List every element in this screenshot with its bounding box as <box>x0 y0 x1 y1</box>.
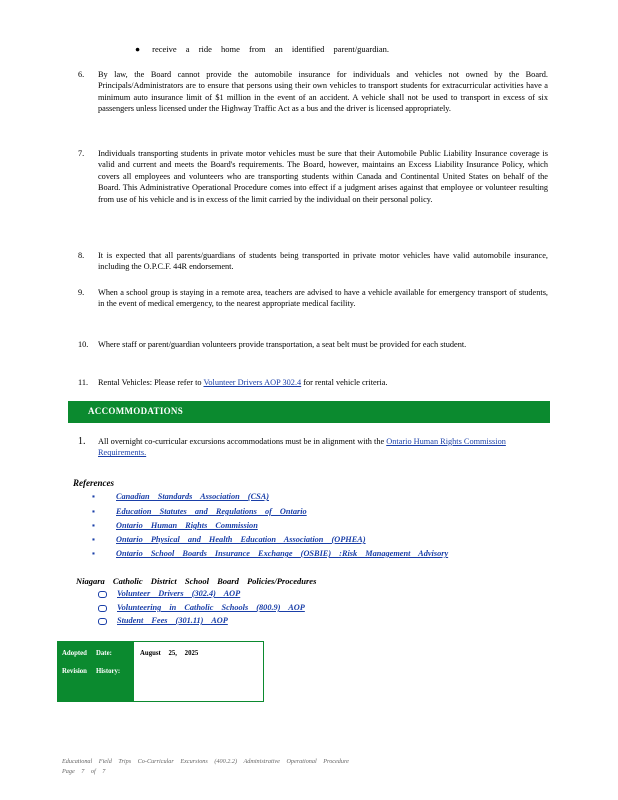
item-number: 7. <box>78 149 85 158</box>
reference-item <box>92 492 269 501</box>
reference-link-ohrc[interactable]: Ontario Human Rights Commission <box>116 521 258 530</box>
reference-link-education-statutes[interactable]: Education Statutes and Regulations of Ontario <box>116 507 307 516</box>
ontario-human-rights-link[interactable]: Ontario Human Rights Commission Requirements. <box>98 437 506 458</box>
circle-bullet-icon <box>98 591 107 598</box>
procedure-item-6 <box>78 69 548 115</box>
procedure-item-11 <box>78 377 548 388</box>
policy-link-volunteer-drivers[interactable]: Volunteer Drivers (302.4) AOP <box>117 589 241 598</box>
reference-link-ophea[interactable]: Ontario Physical and Health Education Association (OPHEA) <box>116 535 366 544</box>
policies-heading: Niagara Catholic District School Board Policies/Procedures <box>76 576 317 586</box>
footer-document-title: Educational Field Trips Co-Curricular Excursions (400.2.2) Administrative Operational Procedure <box>62 758 349 765</box>
reference-item <box>92 521 258 530</box>
date-label: Date: <box>96 650 112 657</box>
adoption-box <box>57 641 264 702</box>
bullet-icon: ▪ <box>92 535 95 544</box>
policy-item <box>98 616 228 625</box>
revision-label: Revision <box>62 668 87 675</box>
item-text: By law, the Board cannot provide the automobile insurance for individuals and vehicles not owned by the Board. Principals/Administrators are to ensure that persons using their own vehicles to transport students for extracurricular activities have a minimum auto insurance limit of $1 million in the event of an accident. A vehicle shall not be used to transport in excess of six passengers unless licensed under the Highway Traffic Act as a bus and the driver is licensed appropriately. <box>98 70 548 114</box>
policy-item <box>98 589 240 598</box>
item-number: 9. <box>78 288 85 297</box>
procedure-item-9 <box>78 287 548 310</box>
item-text: Where staff or parent/guardian volunteers provide transportation, a seat belt must be provided for each student. <box>98 340 467 349</box>
item-number: 6. <box>78 70 85 79</box>
policy-link-volunteering[interactable]: Volunteering in Catholic Schools (800.9) AOP <box>117 603 305 612</box>
policy-link-student-fees[interactable]: Student Fees (301.11) AOP <box>117 616 228 625</box>
bullet-icon: ▪ <box>92 521 95 530</box>
history-label: History: <box>96 668 121 675</box>
procedure-item-8 <box>78 250 548 273</box>
item-text: When a school group is staying in a remote area, teachers are advised to have a vehicle available for emergency transport of students, in the event of medical emergency, to the nearest appropriate medical facility. <box>98 288 548 309</box>
circle-bullet-icon <box>98 605 107 612</box>
bullet-dot-icon: ● <box>135 44 141 54</box>
item-number: 8. <box>78 251 85 260</box>
adopted-label: Adopted <box>62 650 87 657</box>
reference-link-csa[interactable]: Canadian Standards Association (CSA) <box>116 492 270 501</box>
accommodation-item-1 <box>78 436 548 459</box>
bullet-icon: ▪ <box>92 507 95 516</box>
procedure-item-7 <box>78 148 548 205</box>
bullet-icon: ▪ <box>92 492 95 501</box>
item-number: 1. <box>78 436 86 447</box>
references-heading: References <box>73 478 114 488</box>
section-banner-accommodations <box>68 401 550 423</box>
item-text: It is expected that all parents/guardians of students being transported in private motor vehicles have valid automobile insurance, including the O.P.C.F. 44R endorsement. <box>98 251 548 272</box>
volunteer-drivers-link[interactable]: Volunteer Drivers AOP 302.4 <box>203 378 302 387</box>
reference-item <box>92 549 448 558</box>
adopted-date: August 25, 2025 <box>140 650 199 657</box>
item-text: All overnight co-curricular excursions accommodations must be in alignment with the Ontario Human Rights Commission Requirements. <box>98 437 506 458</box>
reference-item <box>92 507 307 516</box>
item-number: 11. <box>78 378 89 387</box>
procedure-item-10 <box>78 339 548 350</box>
item-text: Rental Vehicles: Please refer to Volunteer Drivers AOP 302.4 for rental vehicle criteria. <box>98 378 388 387</box>
bullet-icon: ▪ <box>92 549 95 558</box>
circle-bullet-icon <box>98 618 107 625</box>
footer-page-number: Page 7 of 7 <box>62 768 106 775</box>
bullet-item-ride-home: ● receive a ride home from an identified parent/guardian. <box>135 44 389 54</box>
section-title: ACCOMMODATIONS <box>88 406 184 416</box>
reference-item <box>92 535 366 544</box>
policy-item <box>98 603 305 612</box>
item-text: Individuals transporting students in private motor vehicles must be sure that their Automobile Public Liability Insurance coverage is valid and current and meets the Board's requirements. The Board, however, maintains an Excess Liability Insurance Policy, which covers all employees and volunteers who are transporting students within Canada and Continental United States on behalf of the Board. This Administrative Operational Procedure comes into effect if a judgment arises against that employee or volunteer resulting from use of his vehicle and is in excess of the limit carried by the individual on their personal policy. <box>98 149 548 204</box>
reference-link-osbie[interactable]: Ontario School Boards Insurance Exchange (OSBIE) :Risk Management Advisory <box>116 549 449 558</box>
page-footer <box>62 757 349 777</box>
item-number: 10. <box>78 340 89 349</box>
